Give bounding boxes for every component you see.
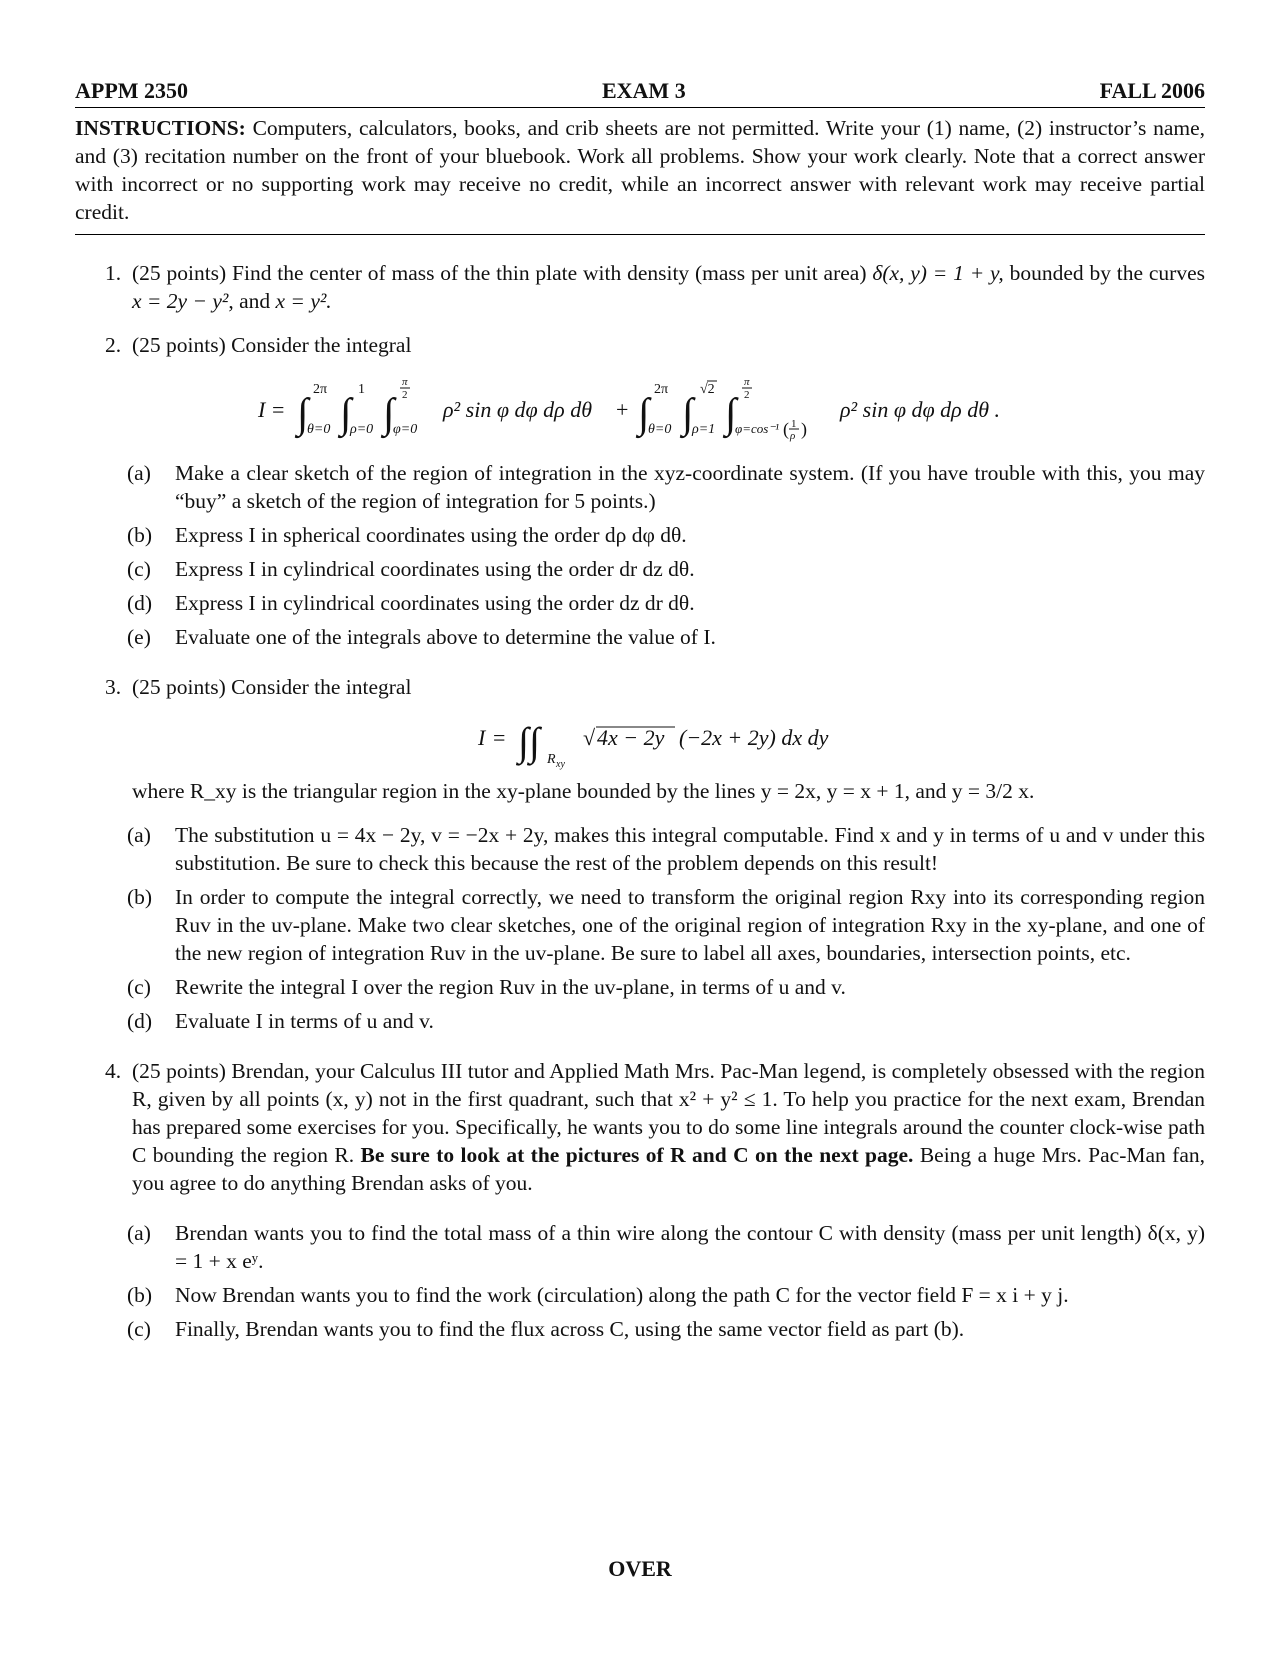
exam-header: [75, 78, 1205, 108]
part-3d: [127, 1007, 1205, 1035]
part-3c: [127, 973, 1205, 1001]
svg-text:I: I: [258, 397, 266, 422]
part-text: Express I in cylindrical coordinates using the order dr dz dθ.: [175, 557, 695, 581]
problem-1: [75, 259, 1205, 315]
svg-text:√2: √2: [700, 382, 715, 397]
svg-text:+: +: [616, 397, 629, 422]
svg-text:=: =: [272, 397, 285, 422]
exam-page: [75, 78, 1205, 1343]
part-label: (b): [127, 523, 153, 547]
svg-text:ρ=0: ρ=0: [350, 422, 374, 437]
part-2b: [127, 521, 1205, 549]
problem-intro: (25 points) Consider the integral: [132, 675, 412, 699]
equation-3: [75, 701, 1205, 773]
svg-text:θ=0: θ=0: [648, 422, 672, 437]
part-2c: [127, 555, 1205, 583]
svg-text:φ=0: φ=0: [393, 422, 418, 437]
part-text: Express I in cylindrical coordinates using the order dz dr dθ.: [175, 591, 695, 615]
problem-3-where: [75, 777, 1205, 805]
svg-text:π: π: [402, 376, 408, 388]
problem-intro: (25 points) Consider the integral: [132, 333, 412, 357]
equation-2: [75, 359, 1205, 455]
svg-text:I: I: [478, 725, 486, 750]
double-integral: [75, 701, 1205, 773]
svg-text:=: =: [493, 725, 506, 750]
svg-text:∫: ∫: [638, 391, 650, 437]
part-label: (b): [127, 1283, 153, 1307]
part-text: Make a clear sketch of the region of integration in the xyz-coordinate system. (If you have trouble with this, you may “buy” a sketch of the region of integration for 5 points.): [175, 461, 1205, 513]
part-label: (c): [127, 975, 151, 999]
part-label: (d): [127, 1009, 153, 1033]
svg-text:R: R: [547, 752, 556, 767]
problem-number: 3.: [105, 675, 122, 699]
instructions-label: INSTRUCTIONS:: [75, 116, 246, 140]
density-expression: δ(x, y) = 1 + y,: [872, 261, 1004, 285]
svg-text:ρ: ρ: [790, 430, 796, 442]
instructions-block: [75, 108, 1205, 235]
svg-text:√: √: [583, 725, 596, 750]
svg-text:∫: ∫: [340, 391, 352, 437]
svg-text:2: 2: [744, 389, 750, 401]
part-3b: [127, 883, 1205, 967]
problem-emphasis: Be sure to look at the pictures of R and C on the next page.: [360, 1143, 914, 1167]
part-label: (b): [127, 885, 153, 909]
part-text: Now Brendan wants you to find the work (circulation) along the path C for the vector field F = x i + y j.: [175, 1283, 1069, 1307]
part-2a: [127, 459, 1205, 515]
part-text: Evaluate one of the integrals above to determine the value of I.: [175, 625, 716, 649]
part-text: Evaluate I in terms of u and v.: [175, 1009, 434, 1033]
part-4b: [127, 1281, 1205, 1309]
svg-text:(−2x + 2y) dx dy: (−2x + 2y) dx dy: [679, 725, 829, 750]
course-code: APPM 2350: [75, 78, 189, 103]
svg-text:1: 1: [791, 418, 797, 430]
problem-number: 1.: [105, 261, 122, 285]
problem-number: 4.: [105, 1059, 122, 1083]
part-label: (e): [127, 625, 151, 649]
part-2e: [127, 623, 1205, 651]
problem-2: [75, 331, 1205, 359]
svg-text:∫: ∫: [297, 391, 309, 437]
part-2d: [127, 589, 1205, 617]
problem-text: (25 points) Find the center of mass of the thin plate with density (mass per unit area): [132, 261, 873, 285]
part-label: (a): [127, 1221, 151, 1245]
where-text: where R_xy is the triangular region in the xy-plane bounded by the lines y = 2x, y = x + 1, and y = 3/2 x.: [132, 779, 1035, 803]
exam-title: EXAM 3: [601, 78, 686, 103]
curve-2: x = y².: [275, 289, 332, 313]
svg-text:∫: ∫: [682, 391, 694, 437]
part-4c: [127, 1315, 1205, 1343]
term: FALL 2006: [1099, 78, 1205, 103]
part-label: (d): [127, 591, 153, 615]
instructions-text: Computers, calculators, books, and crib sheets are not permitted. Write your (1) name, (2) instructor’s name, and (3) recitation number on the front of your bluebook. Work all problems. Show your work clearly. Note that a correct answer with incorrect or no supporting work may receive no credit, while an incorrect answer with relevant work may receive partial credit.: [75, 116, 1206, 224]
svg-text:∫: ∫: [725, 391, 737, 437]
problem-number: 2.: [105, 333, 122, 357]
problem-3: [75, 673, 1205, 701]
problem-text: , and: [228, 289, 276, 313]
part-4a: [127, 1219, 1205, 1275]
svg-text:φ=cos⁻¹: φ=cos⁻¹: [735, 421, 780, 436]
part-3a: [127, 821, 1205, 877]
problem-text: Being a huge Mrs. Pac-Man fan, you agree to do anything Brendan asks of you.: [132, 1143, 1205, 1195]
svg-text:(: (: [783, 419, 789, 439]
svg-text:ρ=1: ρ=1: [692, 422, 716, 437]
svg-text:2π: 2π: [654, 382, 669, 397]
svg-text:2π: 2π: [313, 382, 328, 397]
svg-text:θ=0: θ=0: [307, 422, 331, 437]
triple-integral-sum: [75, 359, 1205, 455]
problem-text: (25 points) Brendan, your Calculus III tutor and Applied Math Mrs. Pac-Man legend, is completely obsessed with the region R, given by all points (x, y) not in the first quadrant, such that x² + y² ≤ 1. To help you practice for the next exam, Brendan has prepared some exercises for you. Specifically, he wants you to do some line integrals around the counter clock-wise path C bounding the region R.: [132, 1059, 1205, 1167]
part-label: (a): [127, 461, 151, 485]
svg-text:xy: xy: [556, 759, 565, 770]
svg-text:4x − 2y: 4x − 2y: [597, 725, 665, 750]
part-label: (c): [127, 1317, 151, 1341]
svg-text:ρ² sin φ dφ dρ dθ .: ρ² sin φ dφ dρ dθ .: [840, 397, 1001, 422]
part-text: The substitution u = 4x − 2y, v = −2x + 2y, makes this integral computable. Find x and y in terms of u and v under this substitution. Be sure to check this because the rest of the problem depends on this result!: [175, 823, 1205, 875]
part-text: Finally, Brendan wants you to find the flux across C, using the same vector field as part (b).: [175, 1317, 965, 1341]
part-text: Brendan wants you to find the total mass of a thin wire along the contour C with density (mass per unit length) δ(x, y) = 1 + x eʸ.: [175, 1221, 1205, 1273]
problem-text: bounded by the curves: [1003, 261, 1206, 285]
svg-text:): ): [801, 419, 807, 439]
part-label: (a): [127, 823, 151, 847]
part-label: (c): [127, 557, 151, 581]
part-text: In order to compute the integral correctly, we need to transform the original region Rxy into its corresponding region Ruv in the uv-plane. Make two clear sketches, one of the original region of integration Rxy in the xy-plane, and one of the new region of integration Ruv in the uv-plane. Be sure to label all axes, boundaries, intersection points, etc.: [175, 885, 1205, 965]
svg-text:1: 1: [358, 382, 365, 397]
curve-1: x = 2y − y²: [132, 289, 229, 313]
part-text: Express I in spherical coordinates using the order dρ dφ dθ.: [175, 523, 687, 547]
svg-text:ρ² sin φ dφ dρ dθ: ρ² sin φ dφ dρ dθ: [443, 397, 593, 422]
svg-text:∫: ∫: [383, 391, 395, 437]
svg-text:∫∫: ∫∫: [518, 719, 540, 764]
problem-4: [75, 1057, 1205, 1197]
svg-text:π: π: [744, 376, 750, 388]
svg-text:2: 2: [402, 389, 408, 401]
part-text: Rewrite the integral I over the region Ruv in the uv-plane, in terms of u and v.: [175, 975, 846, 999]
footer-over: OVER: [608, 1556, 672, 1581]
